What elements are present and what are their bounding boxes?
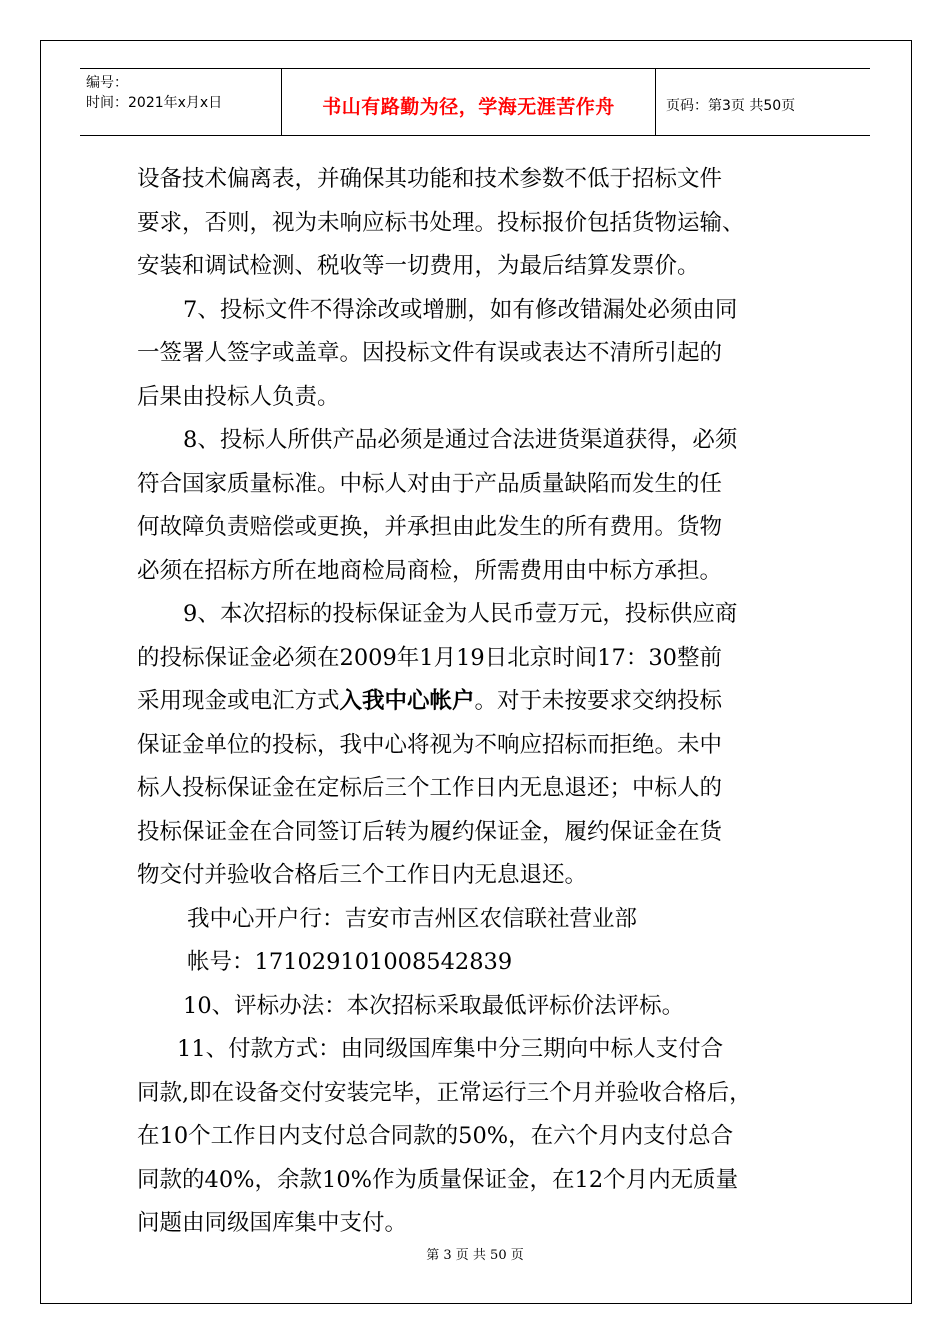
item-8-line: 8、投标人所供产品必须是通过合法进货渠道获得，必须 (183, 427, 738, 453)
item-9-line: 物交付并验收合格后三个工作日内无息退还。 (137, 862, 588, 888)
item-7-line: 后果由投标人负责。 (137, 383, 340, 410)
document-number-label: 编号： (86, 75, 128, 91)
item-11-line: 问题由同级国库集中支付。 (137, 1210, 408, 1236)
account-line: 帐号：171029101008542839 (187, 949, 513, 975)
bank-line: 我中心开户行：吉安市吉州区农信联社营业部 (187, 905, 638, 932)
body-line: 设备技术偏离表，并确保其功能和技术参数不低于招标文件 (137, 166, 723, 192)
item-11-line: 同款的40%，余款10%作为质量保证金，在12个月内无质量 (137, 1166, 739, 1193)
body-line: 要求，否则，视为未响应标书处理。投标报价包括货物运输、 (137, 209, 745, 236)
header-meta (80, 69, 282, 135)
header-motto: 书山有路勤为径，学海无涯苦作舟 (282, 69, 656, 135)
item-8-line: 符合国家质量标准。中标人对由于产品质量缺陷而发生的任 (137, 470, 723, 497)
page-footer: 第 3 页 共 50 页 (426, 1248, 524, 1263)
item-9-text: 采用现金或电汇方式 (137, 688, 340, 714)
item-11-line: 同款,即在设备交付安装完毕，正常运行三个月并验收合格后， (137, 1079, 752, 1106)
body-line: 安装和调试检测、税收等一切费用，为最后结算发票价。 (137, 253, 700, 279)
item-9-line: 投标保证金在合同签订后转为履约保证金，履约保证金在货 (137, 818, 723, 845)
document-header (80, 68, 870, 136)
item-8-line: 何故障负责赔偿或更换，并承担由此发生的所有费用。货物 (137, 514, 723, 540)
item-9-line: 的投标保证金必须在2009年1月19日北京时间17：30整前 (137, 644, 722, 671)
item-8-line: 必须在招标方所在地商检局商检，所需费用由中标方承担。 (137, 557, 723, 584)
document-body (137, 158, 827, 1246)
document-time-label: 时间：2021年x月x日 (86, 95, 223, 111)
item-11-line: 11、付款方式：由同级国库集中分三期向中标人支付合 (177, 1036, 724, 1062)
header-page-code: 页码：第3页 共50页 (666, 98, 796, 114)
item-9-bold-text: 入我中心帐户 (339, 688, 475, 714)
item-9-line: 保证金单位的投标，我中心将视为不响应招标而拒绝。未中 (137, 731, 723, 758)
item-7-line: 7、投标文件不得涂改或增删，如有修改错漏处必须由同 (183, 296, 738, 323)
item-11-line: 在10个工作日内支付总合同款的50%，在六个月内支付总合 (137, 1123, 734, 1149)
item-10-line: 10、评标办法：本次招标采取最低评标价法评标。 (183, 992, 685, 1019)
item-9-line: 标人投标保证金在定标后三个工作日内无息退还；中标人的 (137, 775, 723, 801)
item-9-line: 9、本次招标的投标保证金为人民币壹万元，投标供应商 (183, 601, 738, 627)
item-9-text: 。对于未按要求交纳投标 (474, 688, 723, 714)
item-7-line: 一签署人签字或盖章。因投标文件有误或表达不清所引起的 (137, 340, 723, 366)
item-9-line (137, 680, 827, 724)
